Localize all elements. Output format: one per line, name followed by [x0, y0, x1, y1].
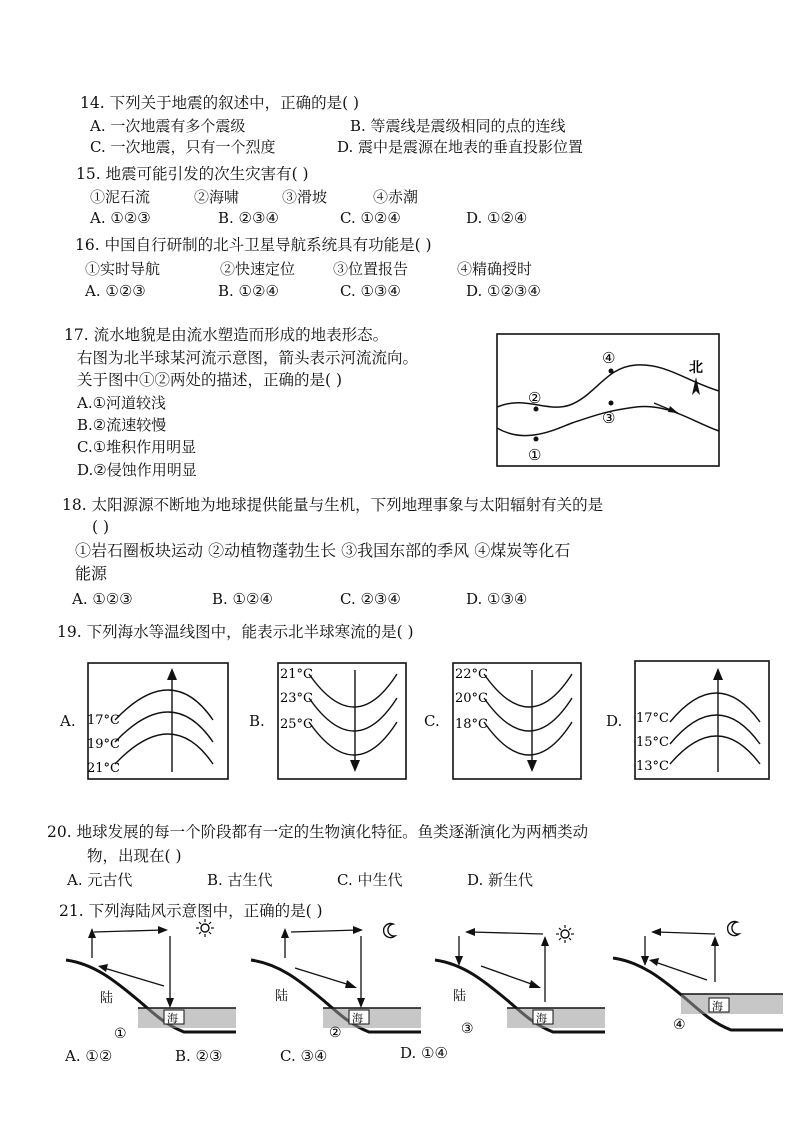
svg-text:陆: 陆: [453, 989, 467, 1004]
q15-item-2: ②海啸: [194, 188, 240, 206]
svg-text:18°C: 18°C: [455, 717, 488, 732]
q17-option-b: B.②流速较慢: [77, 416, 167, 434]
q17-option-a: A.①河道较浅: [77, 394, 167, 412]
q15-item-4: ④赤潮: [373, 188, 419, 206]
q21-stem: 21. 下列海陆风示意图中，正确的是( ): [59, 902, 323, 920]
q19-stem: 19. 下列海水等温线图中，能表示北半球寒流的是( ): [57, 623, 414, 641]
q16-item-2: ②快速定位: [220, 260, 296, 278]
q20-option-a: A. 元古代: [67, 871, 133, 889]
q18-stem: 18. 太阳源源不断地为地球提供能量与生机，下列地理事象与太阳辐射有关的是: [62, 496, 604, 514]
svg-text:17°C: 17°C: [87, 713, 120, 728]
q20-option-b: B. 古生代: [207, 871, 273, 889]
q19-fig-b-label: B.: [249, 712, 265, 730]
svg-text:17°C: 17°C: [636, 711, 669, 726]
point-1-dot: [534, 437, 539, 442]
point-3-label: ③: [602, 409, 616, 427]
svg-text:②: ②: [329, 1025, 342, 1041]
q15-option-a: A. ①②③: [90, 209, 151, 227]
flow-arrow-icon: [167, 668, 177, 680]
q21-option-c: C. ③④: [280, 1047, 328, 1065]
q18-option-a: A. ①②③: [72, 590, 133, 608]
breeze-fig-4: [611, 918, 783, 1042]
q14-option-b: B. 等震线是震级相同的点的连线: [350, 117, 566, 135]
svg-text:①: ①: [114, 1026, 127, 1042]
isotherm-fig-a: [87, 662, 229, 780]
q16-option-c: C. ①③④: [340, 282, 401, 300]
q16-option-d: D. ①②③④: [466, 282, 541, 300]
q18-option-b: B. ①②④: [212, 590, 273, 608]
sun-icon: [561, 930, 569, 938]
q16-stem: 16. 中国自行研制的北斗卫星导航系统具有功能是( ): [75, 236, 432, 254]
isotherm-fig-c: [452, 662, 582, 780]
q15-option-d: D. ①②④: [466, 209, 528, 227]
q15-item-1: ①泥石流: [90, 188, 151, 206]
q15-option-c: C. ①②④: [340, 209, 401, 227]
q16-item-1: ①实时导航: [85, 260, 161, 278]
q20-line2: 物，出现在( ): [87, 847, 182, 865]
q17-line3: 关于图中①②两处的描述，正确的是( ): [77, 371, 343, 389]
flow-arrow-icon: [527, 760, 537, 772]
north-arrow-icon: [692, 377, 700, 395]
svg-text:22°C: 22°C: [455, 667, 488, 682]
flow-arrow-icon: [713, 668, 723, 680]
q14-option-d: D. 震中是震源在地表的垂直投影位置: [337, 138, 584, 156]
q14-stem: 14. 下列关于地震的叙述中，正确的是( ): [80, 94, 360, 112]
svg-text:陆: 陆: [275, 989, 289, 1004]
q19-fig-a-label: A.: [60, 712, 76, 730]
q16-item-3: ③位置报告: [333, 260, 409, 278]
svg-text:④: ④: [673, 1017, 686, 1033]
sun-icon: [201, 924, 209, 932]
svg-text:19°C: 19°C: [87, 737, 120, 752]
north-label: 北: [689, 360, 703, 376]
svg-text:海: 海: [536, 1012, 547, 1025]
moon-icon: [728, 922, 739, 936]
q15-item-3: ③滑坡: [282, 188, 328, 206]
q18-items-cont: 能源: [75, 564, 108, 583]
svg-text:③: ③: [461, 1021, 474, 1037]
svg-text:陆: 陆: [100, 991, 114, 1006]
svg-text:海: 海: [712, 1000, 723, 1013]
q15-stem: 15. 地震可能引发的次生灾害有( ): [76, 165, 309, 183]
svg-text:20°C: 20°C: [455, 691, 488, 706]
q14-option-c: C. 一次地震，只有一个烈度: [90, 138, 276, 156]
q16-option-a: A. ①②③: [85, 282, 146, 300]
q21-option-d: D. ①④: [400, 1044, 448, 1062]
breeze-fig-3: [433, 920, 605, 1044]
svg-text:23°C: 23°C: [280, 691, 313, 706]
point-2-dot: [534, 407, 539, 412]
q16-item-4: ④精确授时: [457, 260, 533, 278]
point-1-label: ①: [528, 446, 542, 464]
q19-fig-d-label: D.: [606, 712, 623, 730]
isotherm-fig-b: [277, 662, 407, 780]
q15-option-b: B. ②③④: [218, 209, 279, 227]
q19-fig-c-label: C.: [424, 712, 440, 730]
q21-option-a: A. ①②: [65, 1047, 113, 1065]
q21-option-b: B. ②③: [175, 1047, 223, 1065]
q17-line2: 右图为北半球某河流示意图，箭头表示河流流向。: [77, 349, 419, 367]
q18-paren: ( ): [92, 518, 110, 536]
point-4-dot: [609, 369, 614, 374]
svg-text:21°C: 21°C: [87, 761, 120, 776]
svg-text:海: 海: [352, 1012, 363, 1025]
svg-text:15°C: 15°C: [636, 735, 669, 750]
q17-option-d: D.②侵蚀作用明显: [77, 461, 197, 479]
q17-stem: 17. 流水地貌是由流水塑造而形成的地表形态。: [64, 326, 389, 344]
q20-stem: 20. 地球发展的每一个阶段都有一定的生物演化特征。鱼类逐渐演化为两栖类动: [47, 823, 589, 841]
moon-icon: [384, 924, 395, 938]
q17-option-c: C.①堆积作用明显: [77, 438, 197, 456]
point-2-label: ②: [528, 389, 542, 407]
breeze-fig-1: [64, 920, 236, 1044]
q20-option-d: D. 新生代: [467, 871, 534, 889]
isotherm-fig-d: [634, 660, 770, 780]
flow-arrow-icon: [350, 760, 360, 772]
q18-option-d: D. ①③④: [466, 590, 528, 608]
q16-option-b: B. ①②④: [218, 282, 279, 300]
svg-text:海: 海: [167, 1012, 178, 1025]
point-4-label: ④: [602, 349, 616, 367]
svg-text:25°C: 25°C: [280, 717, 313, 732]
svg-text:21°C: 21°C: [280, 667, 313, 682]
svg-text:13°C: 13°C: [636, 759, 669, 774]
q14-option-a: A. 一次地震有多个震级: [90, 117, 246, 135]
river-diagram: [496, 333, 720, 467]
q18-option-c: C. ②③④: [340, 590, 401, 608]
breeze-fig-2: [249, 920, 421, 1044]
point-3-dot: [609, 401, 614, 406]
q20-option-c: C. 中生代: [337, 871, 403, 889]
q18-items: ①岩石圈板块运动 ②动植物蓬勃生长 ③我国东部的季风 ④煤炭等化石: [75, 541, 571, 560]
